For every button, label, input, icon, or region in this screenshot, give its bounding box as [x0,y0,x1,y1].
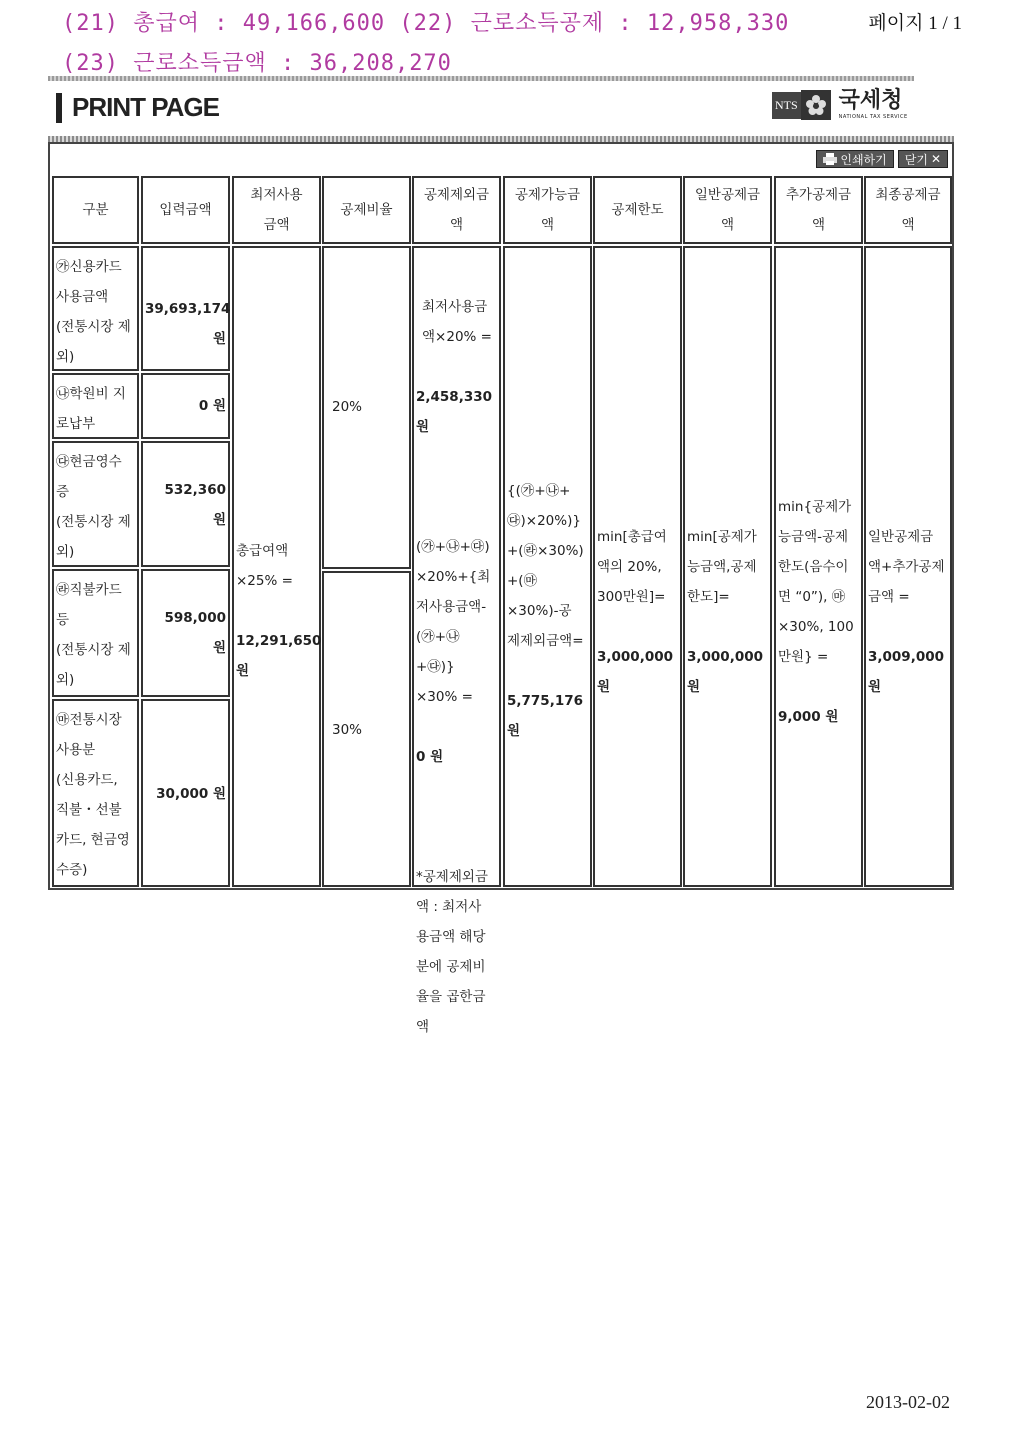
row-academy-label: ㉯학원비 지 로납부 [52,373,139,439]
excluded-note: *공제제외금 액 : 최저사 용금액 해당 분에 공제비 율을 곱한금 액 [416,869,488,1035]
final-formula: 일반공제금 액+추가공제 금액 = [868,529,945,605]
print-page-title: PRINT PAGE [72,92,219,122]
excluded-cell [412,246,501,1035]
page-number: 페이지 1 / 1 [868,13,962,34]
limit-formula: min[총급여 액의 20%, 300만원]= [597,529,667,605]
excluded-part2-value: 0 원 [416,749,444,765]
header-category [52,176,139,244]
print-button[interactable] [816,150,893,168]
logo-name-block [839,90,908,120]
row-academy-amount: 0 원 [141,373,230,439]
printer-icon [823,153,837,165]
logo-abbrev: NTS [772,92,801,119]
logo-subtitle: NATIONAL TAX SERVICE [838,114,908,120]
heading-bar [56,93,62,123]
row-traditional-market-amount: 30,000 원 [141,699,230,887]
final-cell [864,246,952,887]
flower-icon [801,90,831,120]
header-final [864,176,952,244]
top-divider [48,76,914,81]
row-credit-card-label: ㉮신용카드 사용금액 (전통시장 제 외) [52,246,139,371]
header-limit-label: 공제한도 [611,202,664,218]
close-button[interactable] [898,150,948,168]
row-credit-card-amount: 39,693,174 원 [141,246,230,371]
limit-value: 3,000,000 원 [597,649,674,695]
excluded-part1-value: 2,458,330 원 [416,389,493,435]
row-cash-receipt-label: ㉰현금영수 증 (전통시장 제 외) [52,441,139,567]
header-min-usage [232,176,321,244]
excluded-part1: 최저사용금 액×20% = [422,299,492,345]
deductible-value: 5,775,176 원 [507,693,584,739]
nts-logo [772,90,908,120]
general-value: 3,000,000 원 [687,649,764,695]
deductible-formula: {(㉮+㉯+ ㉰)×20%)} +(㉱×30%) +(㉲ ×30%)-공 제제외금액= [507,483,584,649]
logo-name: 국세청 [838,88,903,113]
min-usage-formula: 총급여액 ×25% = [236,543,293,589]
min-usage-value: 12,291,650 원 [236,633,322,679]
header-deductible [503,176,592,244]
close-icon: ✕ [930,152,941,166]
summary-line-2: (23) 근로소득금액 : 36,208,270 [62,51,452,76]
summary-line-1: (21) 총급여 : 49,166,600 (22) 근로소득공제 : 12,958,330 [62,11,790,36]
row-debit-card-label: ㉱직불카드 등 (전통시장 제 외) [52,569,139,697]
header-input-amount-label: 입력금액 [159,202,212,218]
header-limit [593,176,682,244]
row-traditional-market-label: ㉲전통시장 사용분 (신용카드, 직불・선불 카드, 현금영 수증) [52,699,139,887]
header-rate [322,176,411,244]
general-formula: min[공제가 능금액,공제 한도]= [687,529,757,605]
header-general [683,176,772,244]
additional-value: 9,000 원 [778,709,839,725]
button-row [816,150,948,168]
print-page-heading [56,92,219,123]
min-usage-cell [232,246,321,887]
print-button-label: 인쇄하기 [840,152,887,167]
header-excluded [412,176,501,244]
general-cell [683,246,772,887]
final-value: 3,009,000 원 [868,649,945,695]
header-additional [774,176,863,244]
header-category-label: 구분 [82,202,109,218]
header-deductible-label: 공제가능금 액 [514,187,581,233]
header-final-label: 최종공제금 액 [875,187,941,233]
additional-formula: min{공제가 능금액-공제 한도(음수이 면 “0”), ㉲ ×30%, 100 만원} = [778,499,854,665]
rate-20-cell: 20% [322,246,411,569]
excluded-part2: (㉮+㉯+㉰) ×20%+{최 저사용금액- (㉮+㉯+㉰)} ×30% = [416,539,491,705]
limit-cell [593,246,682,887]
header-general-label: 일반공제금 액 [694,187,761,233]
additional-cell [774,246,863,887]
print-date: 2013-02-02 [866,1392,950,1412]
header-additional-label: 추가공제금 액 [785,187,852,233]
row-cash-receipt-amount: 532,360 원 [141,441,230,567]
header-rate-label: 공제비율 [340,202,393,218]
header-min-usage-label: 최저사용 금액 [250,187,303,233]
deductible-cell [503,246,592,887]
row-debit-card-amount: 598,000 원 [141,569,230,697]
close-button-label: 닫기 [904,152,928,167]
rate-30-cell: 30% [322,571,411,887]
header-excluded-label: 공제제외금 액 [423,187,490,233]
header-input-amount [141,176,230,244]
